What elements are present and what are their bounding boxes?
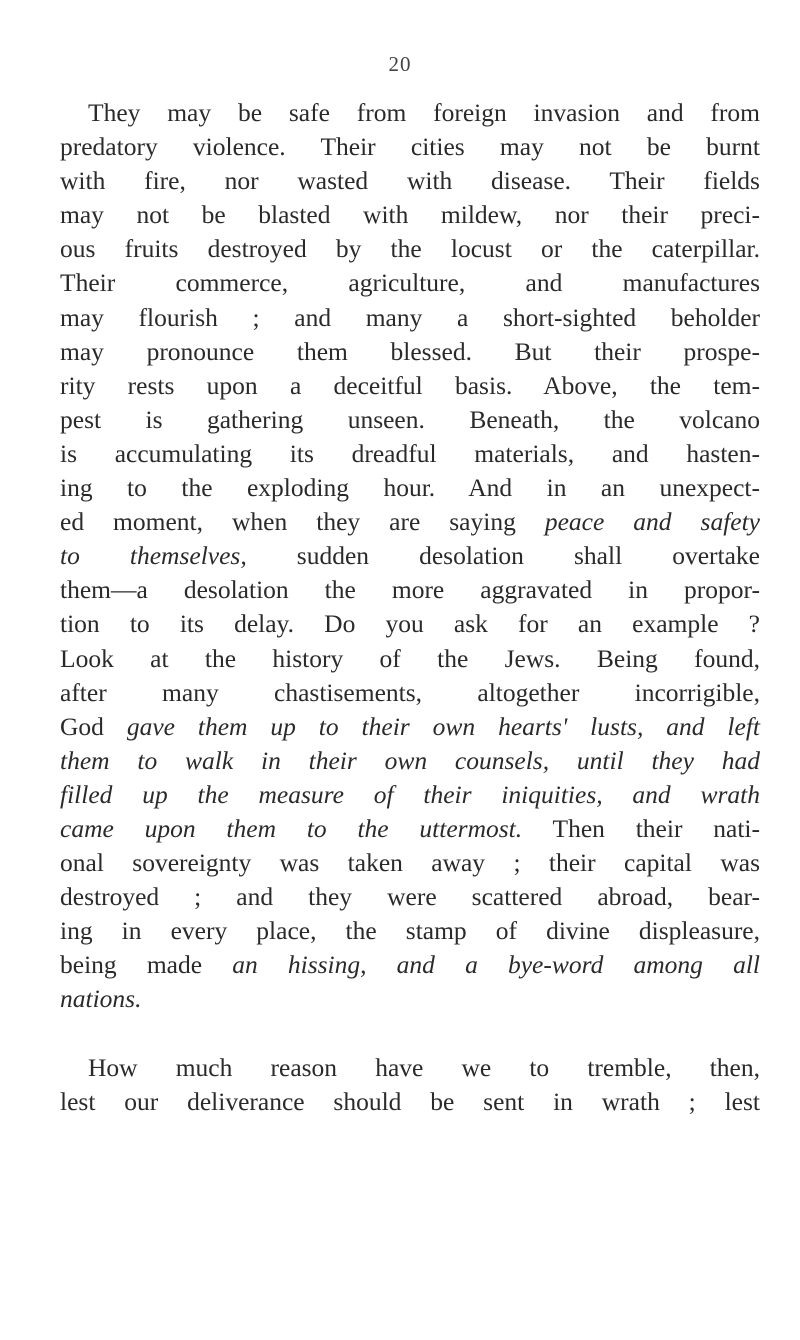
text-segment: lest our deliverance should be sent in wrath ; lest [60,1086,760,1116]
text-segment: Look at the history of the Jews. Being found, [60,643,760,673]
text-segment: may flourish ; and many a short-sighted beholder [60,302,760,332]
text-segment: They may be safe from foreign invasion and from [88,98,760,127]
text-segment: with fire, nor wasted with disease. Their fields [60,166,760,196]
text-line [60,335,760,369]
text-line [60,914,760,948]
text-segment: onal sovereignty was taken away ; their capital was [60,848,760,878]
paragraph [60,1051,760,1119]
text-line [60,403,760,437]
text-line [60,880,760,914]
text-line [60,744,760,778]
text-line [60,471,760,505]
text-segment: Their commerce, agriculture, and manufactures [60,268,760,298]
text-segment: ous fruits destroyed by the locust or the caterpillar. [60,234,760,264]
page-number: 20 [388,52,412,76]
text-line [60,301,760,335]
text-line [60,96,760,130]
text-segment: rity rests upon a deceitful basis. Above, the tem- [60,370,760,400]
text-line [60,232,760,266]
italic-text: came upon them to the uttermost. [60,813,523,843]
italic-text: nations. [60,984,142,1014]
italic-text: to themselves, [60,541,247,571]
text-line [60,164,760,198]
text-line [60,437,760,471]
text-segment: How much reason have we to tremble, then, [88,1052,760,1082]
text-line [60,710,760,744]
text-line [60,982,760,1016]
paragraph-gap [60,1017,760,1051]
italic-text: peace and safety [544,507,760,537]
italic-text: filled up the measure of their iniquities, and wrath [60,779,760,809]
text-line [60,676,760,710]
text-segment: may not be blasted with mildew, nor their preci- [60,200,760,230]
body-text [60,96,760,1119]
text-segment: them—a desolation the more aggravated in propor- [60,575,760,605]
italic-text: gave them up to their own hearts' lusts, and left [126,711,760,741]
text-line [60,198,760,232]
text-line [60,1051,760,1085]
paragraph [60,96,760,1017]
text-line [60,1085,760,1119]
text-segment: pest is gathering unseen. Beneath, the volcano [60,404,760,434]
text-segment: ed moment, when they are saying [60,507,545,537]
text-segment: ing to the exploding hour. And in an unexpect- [60,473,760,503]
text-line [60,812,760,846]
text-segment: Then their nati- [522,813,760,843]
text-segment: predatory violence. Their cities may not be burnt [60,132,760,162]
text-segment: after many chastisements, altogether incorrigible, [60,677,760,707]
text-segment: God [60,711,127,741]
text-segment: destroyed ; and they were scattered abroad, bear- [60,882,760,912]
text-segment: may pronounce them blessed. But their prospe- [60,336,760,366]
text-line [60,607,760,641]
text-line [60,505,760,539]
text-line [60,266,760,300]
text-line [60,573,760,607]
text-line [60,948,760,982]
italic-text: them to walk in their own counsels, until they had [60,745,760,775]
text-segment: is accumulating its dreadful materials, and hasten- [60,438,760,468]
text-segment: being made [60,950,233,980]
text-line [60,539,760,573]
text-segment: sudden desolation shall overtake [246,541,760,571]
text-segment: tion to its delay. Do you ask for an example ? [60,609,760,639]
text-segment: ing in every place, the stamp of divine displeasure, [60,916,760,946]
text-line [60,369,760,403]
text-line [60,642,760,676]
italic-text: an hissing, and a bye-word among all [232,950,761,980]
text-line [60,130,760,164]
text-line [60,778,760,812]
text-line [60,846,760,880]
